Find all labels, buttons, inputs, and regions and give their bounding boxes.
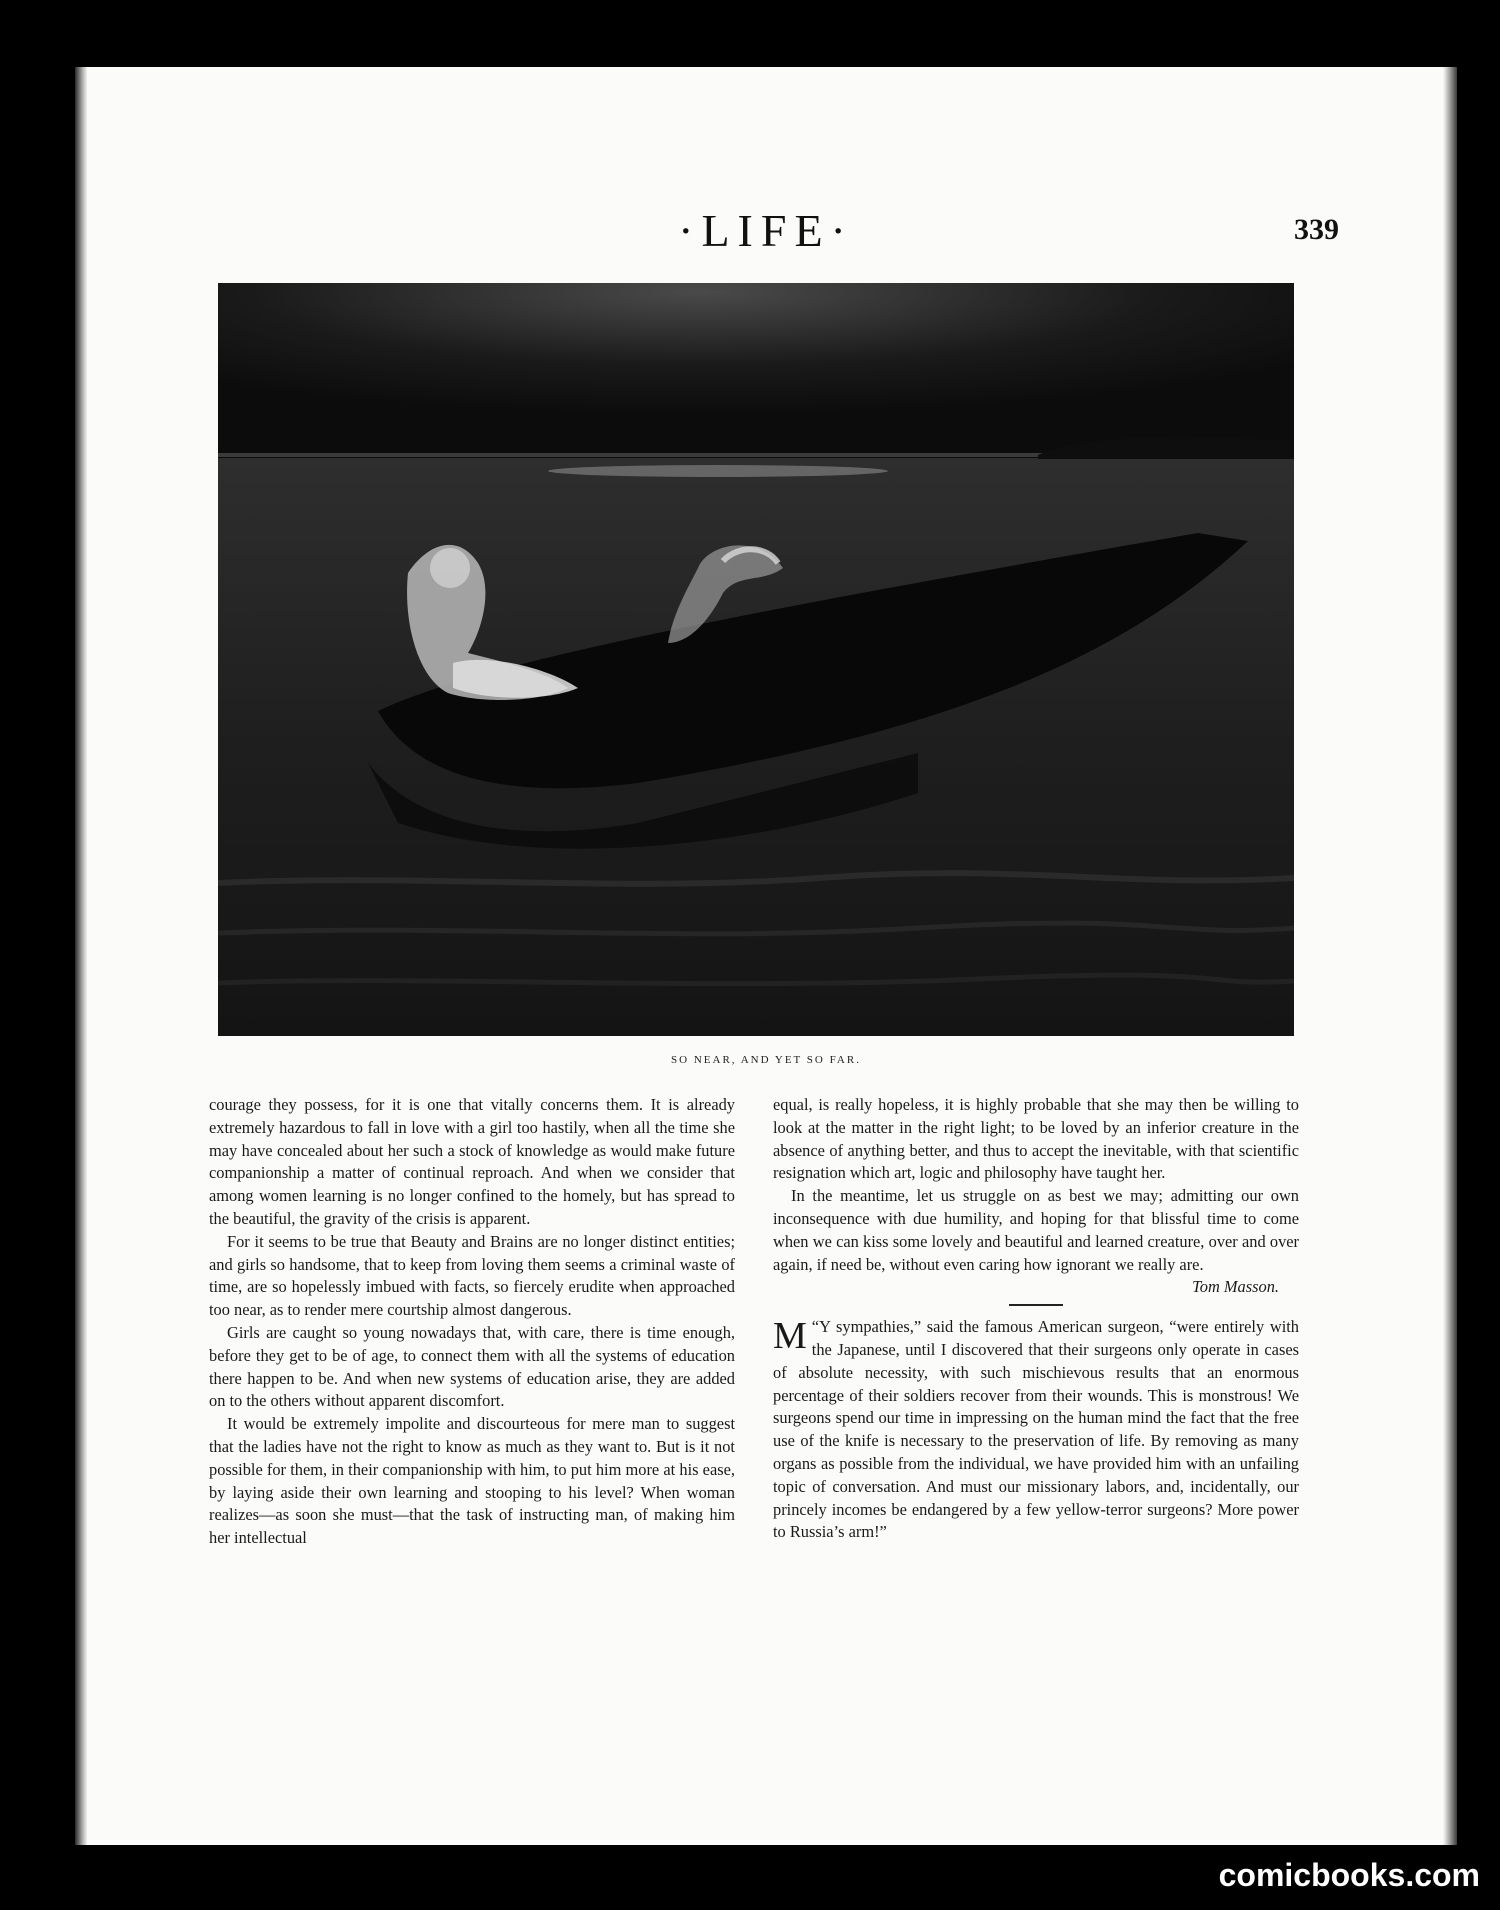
illustration-caption: SO NEAR, AND YET SO FAR.	[671, 1054, 861, 1066]
anecdote-paragraph	[773, 1316, 1299, 1544]
masthead-title: ·LIFE·	[678, 205, 854, 256]
magazine-page	[75, 67, 1457, 1845]
left-column	[209, 1094, 735, 1550]
signature-line	[773, 1276, 1299, 1299]
author-name: Tom Masson.	[1192, 1277, 1279, 1297]
drop-cap: M	[773, 1315, 807, 1358]
left-paragraph-4: It would be extremely impolite and discourteous for mere man to suggest that the ladies have not the right to know as much as they want to. But is it not possible for them, in their companionship with him, to put him more at his ease, by laying aside their own learning and stooping to his level? When woman realizes—as soon she must—that the task of instructing man, of making him her intellectual	[209, 1414, 735, 1548]
section-divider	[1009, 1304, 1063, 1306]
page-number: 339	[1294, 213, 1339, 246]
anecdote-text: Y sympathies,” said the famous American surgeon, “were entirely with the Japanese, until I discovered that their surgeons only operate in cases of absolute necessity, with such mischievous results that an enormous percentage of their soldiers recover from their wounds. This is monstrous! We surgeons spend our time in impressing on the human mind the fact that the free use of the knife is necessary to the preservation of life. By removing as many organs as possible from the individual, we have provided him with an unfailing topic of conversation. And must our missionary labors, and, incidentally, our princely incomes be endangered by a few yellow-terror surgeons? More power to Russia’s arm!”	[773, 1317, 1299, 1542]
closing-paragraph: In the meantime, let us struggle on as best we may; admitting our own inconsequence with due humility, and hoping for that blissful time to come when we can kiss some lovely and beautiful and learned creature, over and over again, if need be, without even caring how ignorant we really are.	[773, 1186, 1299, 1274]
left-paragraph-3: Girls are caught so young nowadays that, with care, there is time enough, before they get to be of age, to connect them with all the systems of education there happen to be. And when new systems of education arise, they are added on to the others without apparent discomfort.	[209, 1322, 735, 1411]
left-paragraph-2: For it seems to be true that Beauty and Brains are no longer distinct entities; and girls so handsome, that to keep from loving them seems a criminal waste of time, are so hopelessly imbued with facts, so fiercely erudite when approached too near, as to render mere courtship almost dangerous.	[209, 1231, 735, 1320]
left-paragraph-1: courage they possess, for it is one that vitally concerns them. It is already extremely hazardous to fall in love with a girl too hastily, when all the time she may have concealed about her such a stock of knowledge as would make future companionship a matter of continual reproach. And when we consider that among women learning is no longer confined to the homely, but has spread to the beautiful, the gravity of the crisis is apparent.	[209, 1095, 735, 1228]
moonlit-boat-illustration	[218, 283, 1294, 1036]
page-edge	[1443, 67, 1457, 1845]
right-paragraph-1: equal, is really hopeless, it is highly probable that she may then be willing to look at the matter in the right light; to be loved by an inferior creature in the absence of anything better, and thus to accept the inevitable, with that scientific resignation which art, logic and philosophy have taught her.	[773, 1095, 1299, 1183]
binding-gutter	[75, 67, 87, 1845]
anecdote-open-quote: “	[811, 1317, 820, 1337]
right-paragraph-2	[773, 1185, 1299, 1299]
right-column	[773, 1094, 1299, 1544]
site-watermark: comicbooks.com	[1218, 1857, 1480, 1893]
